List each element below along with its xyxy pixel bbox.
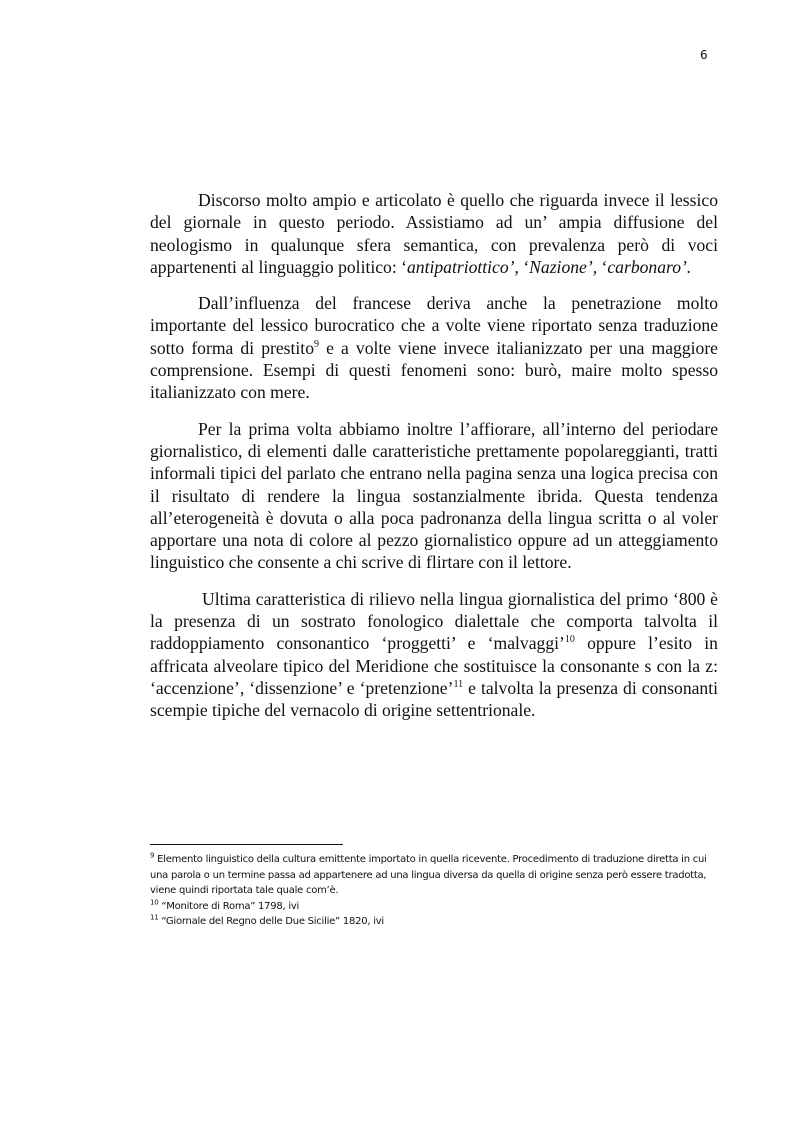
page-number: 6 [700,48,708,62]
term-carbonaro: carbonaro’. [607,256,692,277]
term-nazione: Nazione’, [529,256,598,277]
footnote-number: 11 [150,913,159,922]
footnotes [150,852,720,930]
footnote-11 [150,914,720,930]
footnote-number: 10 [150,898,159,907]
footnote-text: Elemento linguistico della cultura emittente importato in quella ricevente. Procedimento di traduzione diretta in cui una parola o un termine passa ad appartenere ad una lingua diversa da quella di origine senza però essere tradotta, viene quindi riportata tale quale com’è. [150,854,707,896]
paragraph-4-text-cont: oppure l’esito in affricata alveolare tipico del Meridione che sostituisce la consonante s con la z: ‘accenzione’, ‘dissenzione’ e ‘pretenzione’ [150,633,718,698]
paragraph-3: Per la prima volta abbiamo inoltre l’affiorare, all’interno del periodare giornalistico, di elementi dalle caratteristiche prettamente popolareggianti, tratti informali tipici del parlato che entrano nella pagina senza una logica precisa con il risultato di rendere la lingua sostanzialmente ibrida. Questa tendenza all’eterogeneità è dovuta o alla poca padronanza della lingua scritta o al voler apportare una nota di colore al pezzo giornalistico oppure ad un atteggiamento linguistico che consente a chi scrive di flirtare con il lettore. [150,418,718,573]
paragraph-2 [150,292,718,403]
footnote-separator [150,844,343,845]
paragraph-4 [150,588,718,722]
paragraph-4-text-end: e talvolta la presenza di consonanti scempie tipiche del vernacolo di origine settentrionale. [150,677,718,721]
separator: ‘ [597,256,608,277]
separator: , ‘ [514,256,530,277]
paragraph-1 [150,189,718,278]
footnote-number: 9 [150,851,155,860]
paragraph-4-text: Ultima caratteristica di rilievo nella lingua giornalistica del primo ‘800 è la presenza di un sostrato fonologico dialettale che comporta talvolta il raddoppiamento consonantico ‘proggetti’ e ‘malvaggi’ [150,588,718,654]
footnote-ref-10[interactable]: 10 [564,634,575,646]
footnote-9 [150,852,720,899]
paragraph-2-text-cont: e a volte viene invece italianizzato per una maggiore comprensione. Esempi di questi fenomeni sono: burò, maire molto spesso italianizzato con mere. [150,337,718,403]
footnote-text: “Monitore di Roma” 1798, ivi [158,900,300,912]
footnote-ref-11[interactable]: 11 [453,679,464,691]
footnote-ref-9[interactable]: 9 [314,338,319,350]
paragraph-1-text: Discorso molto ampio e articolato è quello che riguarda invece il lessico del giornale in questo periodo. Assistiamo ad un’ ampia diffusione del neologismo in qualunque sfera semantica, con prevalenza però di voci appartenenti al linguaggio politico: ‘ [150,190,718,277]
footnote-10 [150,899,720,915]
paragraph-2-text: Dall’influenza del francese deriva anche la penetrazione molto importante del lessico burocratico che a volte viene riportato senza traduzione sotto forma di prestito [150,293,718,358]
footnote-text: “Giornale del Regno delle Due Sicilie” 1820, ivi [158,916,384,927]
body-text [150,189,718,736]
term-antipatriottico: antipatriottico’ [407,256,515,277]
